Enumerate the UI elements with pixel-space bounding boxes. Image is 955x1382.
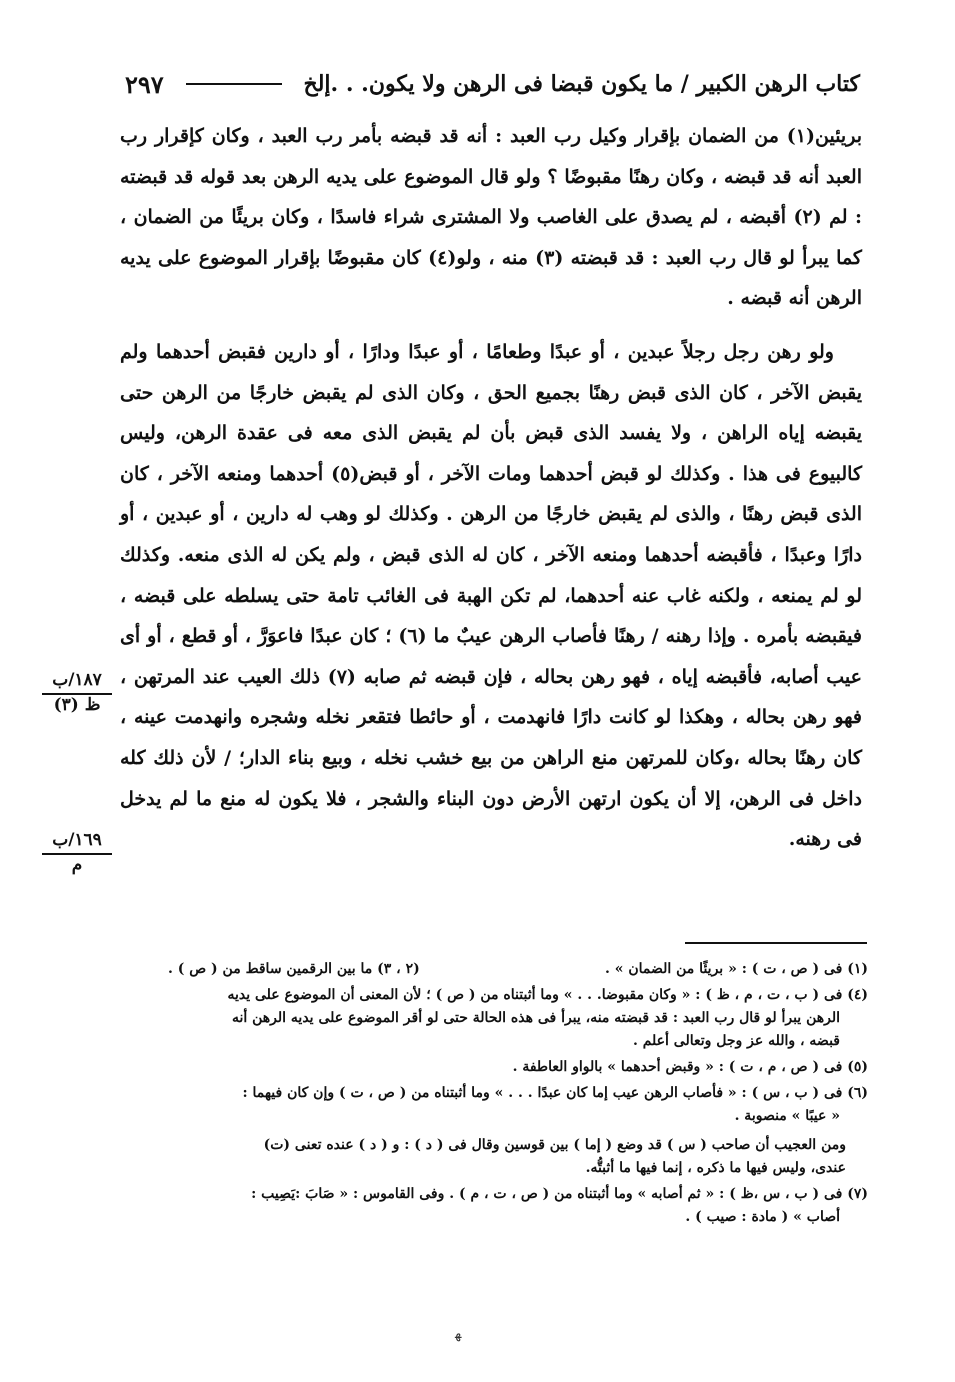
footnote-4-line-2: الرهن يبرأ لو قال رب العبد : قد قبضته منه، يبرأ فى هذه الحالة حتى لو أقر الموضوع على يديه الرهن أنه [231,1010,840,1026]
margin-note-1-bottom: ظ (٣) [53,695,101,715]
footnote-4-line-1: (٤) فى ( ب ، ت ، م ، ظ ) : « وكان مقبوضا. . . » وما أثبتناه من ( ص ) ؛ لأن المعنى أن الموضوع على يديه [227,987,868,1003]
footnote-6-line-1: (٦) فى ( ب ، س ) : « فأصاب الرهن عيب إما كان عبدًا . . . » وما أثبتناه من ( ص ، ت ) وإن كان فيهما : [242,1085,868,1101]
footnote-separator [685,942,867,944]
margin-folio-note-2 [42,830,112,876]
margin-note-2-top: ١٦٩/ب [42,830,112,855]
footnote-2-3: (٢ ، ٣) ما بين الرقمين ساقط من ( ص ) . [168,961,420,977]
footnote-6-comment-line-2: عندى، وليس فيها ما ذكره ، إنما فيها ما أثبتُّه. [585,1160,846,1176]
page-number: ٢٩٧ [125,69,164,99]
footnote-6-comment-line-1: ومن العجيب أن صاحب ( س ) قد وضع ( إما ) بين قوسين وقال فى ( د ) : و ( د ) عنده تعنى (ت) [263,1137,846,1153]
margin-folio-note-1 [42,670,112,716]
footnote-7-line-1: (٧) فى ( ب ، س ،ظ ) : « ثم أصابه » وما أثبتناه من ( ص ، ت ، م ) . وفى القاموس : « صَابَ :يَصِيب : [251,1186,868,1202]
footnotes [138,958,868,1232]
footnote-5: (٥) فى ( ص ، م ، ت ) : « وقبض أحدهما » بالواو العاطفة . [512,1059,868,1075]
margin-note-2-bottom: م [71,855,83,875]
footnote-4-line-3: قبضه ، والله عز وجل وتعالى أعلم . [632,1033,840,1049]
page-bottom-mark: ﮭ [455,1326,462,1342]
footnote-6 [138,1082,868,1128]
footnote-6-comment [138,1134,868,1180]
footnote-4 [138,984,868,1053]
page-header [125,62,860,106]
footnote-1: (١) فى ( ص ، ت ) : « بريئًا من الضمان » . [604,961,868,977]
margin-note-1-top: ١٨٧/ب [42,670,112,695]
footnote-7-line-2: أصاب » ( مادة : صيب ) . [685,1209,840,1225]
footnote-6-line-2: « عيبًا » منصوبة . [734,1108,840,1124]
running-title: كتاب الرهن الكبير / ما يكون قبضا فى الرهن ولا يكون. . .إلخ [303,71,860,97]
footnote-7 [138,1183,868,1229]
main-text [120,116,862,860]
paragraph-1: بريئين(١) من الضمان بإقرار وكيل رب العبد : أنه قد قبضه بأمر رب العبد ، وكان كإقرار رب العبد أنه قد قبضه ، وكان رهنًا مقبوضًا ؟ ولو قال الموضوع على يديه الرهن بعد قوله قد قبضته : لم (٢) أقبضه ، لم يصدق على الغاصب ولا المشترى شراء فاسدًا ، وكان بريئًا من الضمان ، كما يبرأ لو قال رب العبد : قد قبضته (٣) منه ، ولو(٤) كان مقبوضًا بإقرار الموضوع على يديه الرهن أنه قبضه . [120,125,863,310]
header-rule [186,83,282,85]
footnote-row-1 [138,958,868,981]
paragraph-2: ولو رهن رجل رجلاً عبدين ، أو عبدًا وطعامًا ، أو عبدًا ودارًا ، أو دارين فقبض أحدهما ولم يقبض الآخر ، كان الذى قبض رهنًا بجميع الحق ، وكان الذى لم يقبض خارجًا من الرهن حتى يقبضه إياه الراهن ، ولا يفسد الذى قبض بأن لم يقبض الذى معه فى عقدة الرهن، وليس كالبيوع فى هذا . وكذلك لو قبض أحدهما ومات الآخر ، أو قبض(٥) أحدهما ومنعه الآخر ، كان الذى قبض رهنًا ، والذى لم يقبض خارجًا من الرهن . وكذلك لو وهب له دارين ، أو عبدين ، أو دارًا وعبدًا ، فأقبضه أحدهما ومنعه الآخر ، كان له الذى قبض ، ولم يكن له الذى منعه. وكذلك لو لم يمنعه ، ولكنه غاب عنه أحدهما، لم تكن الهبة فى الغائب تامة حتى يسلطه على قبضه ، فيقبضه بأمره . وإذا رهنه / رهنًا فأصاب الرهن عيبٌ ما (٦) ؛ كان عبدًا فاعوَرَّ ، أو قطع ، أو أى عيب أصابه، فأقبضه إياه ، فهو رهن بحاله ، فإن قبضه ثم صابه (٧) ذلك العيب عند المرتهن ، فهو رهن بحاله ، وهكذا لو كانت دارًا فانهدمت ، أو حائطا فتقعر نخله وشجره وانهدمت عينه ، كان رهنًا بحاله ،وكان للمرتهن منع الراهن من بيع خشب نخله ، وبيع بناء الدار؛ / لأن ذلك كله داخل فى الرهن، إلا أن يكون ارتهن الأرض دون البناء والشجر ، فلا يكون له منع ما لم يدخل فى رهنه. [120,340,862,851]
